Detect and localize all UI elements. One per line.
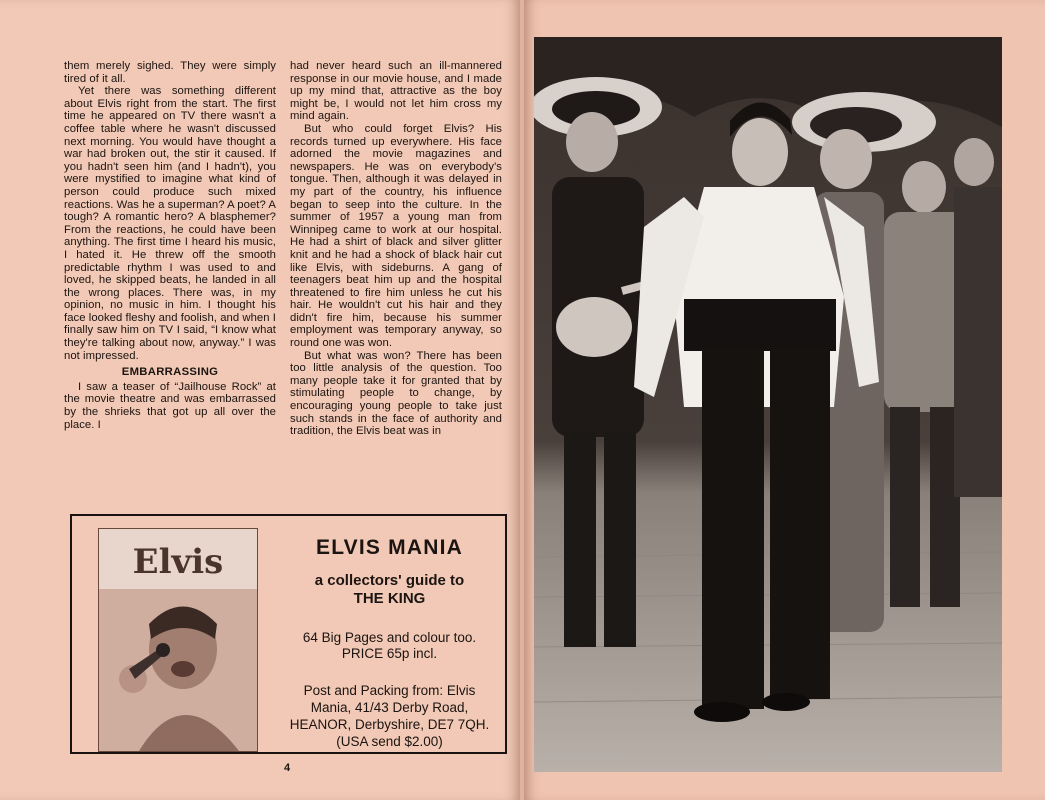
ad-price: PRICE 65p incl. [341,646,438,661]
article-paragraph: But what was won? There has been too little analysis of the question. Too many people take it for granted that by stimulating people to change, by encouraging young people to take just such stands in the face of authority and tradition, the Elvis beat was in [290,349,502,438]
article-paragraph: them merely sighed. They were simply tired of it all. [64,60,276,85]
article-subheading: EMBARRASSING [121,366,219,379]
advertisement-text [277,532,502,750]
ad-subtitle: a collectors' guide to [314,572,465,589]
ad-post-line: Post and Packing from: Elvis [303,683,476,698]
photo-illustration [534,37,1002,772]
elvis-photograph [534,37,1002,772]
ad-post-line: HEANOR, Derbyshire, DE7 7QH. [289,717,490,732]
ad-post-line: Mania, 41/43 Derby Road, [310,700,469,715]
article-paragraph: I saw a teaser of “Jailhouse Rock” at the movie theatre and was embarrassed by the shrieks that got up all over the place. I [64,380,276,431]
cover-logo: Elvis [132,542,224,582]
magazine-cover-image [98,528,258,752]
page-number: 4 [284,762,291,774]
ad-title: ELVIS MANIA [316,536,463,559]
article-column-2 [290,60,502,438]
ad-info-line: 64 Big Pages and colour too. [302,630,477,645]
article-paragraph: But who could forget Elvis? His records turned up everywhere. His face adorned the movie magazines and newspapers. He was on everybody's tongue. Then, although it was delayed in my part of the country, his influence began to seep into the culture. In the summer of 1957 a young man from Winnipeg came to work at our hospital. He had a shirt of black and silver glitter knit and he had a shock of black hair cut like Elvis, with sideburns. A gang of teenagers beat him up and the hospital threatened to fire him unless he cut his hair. He wouldn't cut his hair and they didn't fire him, because his summer employment was temporary anyway, so round one was won. [290,122,502,350]
article-column-1 [64,60,276,431]
ad-post-line: (USA send $2.00) [336,734,443,749]
ad-info [277,630,502,662]
article-paragraph: had never heard such an ill-mannered response in our movie house, and I made up my mind that, attractive as the boy might be, I would not let him cross my mind again. [290,60,502,123]
left-page [0,0,520,800]
ad-subtitle-2: THE KING [353,590,426,607]
article-paragraph: Yet there was something different about Elvis right from the start. The first time he appeared on TV there wasn't a coffee table where he wasn't discussed next morning. You would have thought a war had broken out, the stir it caused. If you hadn't seen him (and I hadn't), you were mystified to imagine what kind of person could produce such mixed reactions. Was he a superman? A poet? A tough? A romantic hero? A blasphemer? From the reactions, he could have been anything. The first time I heard his music, I hated it. He threw off the smooth predictable rhythm I was used to and loved, he skipped beats, he landed in all the wrong places. There was, in my opinion, no music in him. I thought his face looked fleshy and foolish, and when I finally saw him on TV I said, “I know what they're talking about now, anyway.” I was not impressed. [64,85,276,362]
cover-illustration [99,529,257,751]
advertisement-box [70,514,507,754]
ad-postal-address [277,682,502,750]
